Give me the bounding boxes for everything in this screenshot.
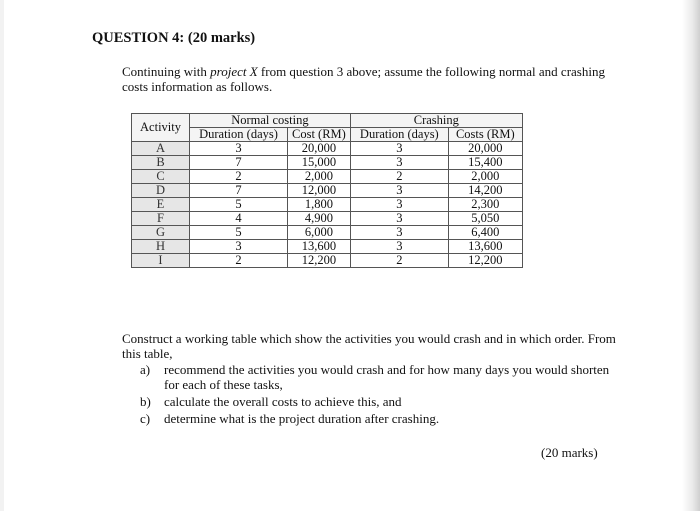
crash-cost-header: Costs (RM) [448,128,522,142]
task-item [140,394,620,409]
task-text: calculate the overall costs to achieve this, and [164,394,402,409]
table-row [132,184,523,198]
activity-cell: D [132,184,190,198]
crash-duration-header: Duration (days) [350,128,448,142]
crash-duration-cell: 2 [350,170,448,184]
normal-duration-cell: 5 [190,226,288,240]
normal-duration-cell: 3 [190,142,288,156]
crash-duration-cell: 3 [350,226,448,240]
normal-cost-cell: 12,000 [288,184,351,198]
task-text: determine what is the project duration after crashing. [164,411,440,426]
page-left-edge [0,0,4,511]
table-row [132,170,523,184]
crash-duration-cell: 3 [350,198,448,212]
crash-cost-cell: 15,400 [448,156,522,170]
table-row [132,142,523,156]
normal-cost-cell: 13,600 [288,240,351,254]
task-letter: c) [140,411,151,426]
activity-header: Activity [132,114,190,142]
activity-cell: H [132,240,190,254]
normal-duration-cell: 2 [190,254,288,268]
table-row [132,240,523,254]
normal-cost-cell: 1,800 [288,198,351,212]
crash-cost-cell: 13,600 [448,240,522,254]
crash-cost-cell: 2,000 [448,170,522,184]
crash-cost-cell: 2,300 [448,198,522,212]
question-heading: QUESTION 4: (20 marks) [92,30,256,46]
table-row [132,254,523,268]
normal-duration-cell: 5 [190,198,288,212]
table-row [132,198,523,212]
crash-duration-cell: 2 [350,254,448,268]
activity-cell: I [132,254,190,268]
task-item [140,362,620,392]
normal-cost-cell: 15,000 [288,156,351,170]
crash-cost-cell: 12,200 [448,254,522,268]
normal-cost-cell: 20,000 [288,142,351,156]
normal-duration-header: Duration (days) [190,128,288,142]
activity-cell: E [132,198,190,212]
activity-cell: A [132,142,190,156]
activity-cell: F [132,212,190,226]
intro-text-end: from question 3 above; assume the following normal and crashing costs information as follows. [122,64,605,94]
table-row [132,226,523,240]
task-letter: a) [140,362,151,377]
crash-cost-cell: 20,000 [448,142,522,156]
normal-duration-cell: 4 [190,212,288,226]
marks-label: (20 marks) [541,445,598,460]
activity-cell: G [132,226,190,240]
task-letter: b) [140,394,151,409]
table-row [132,212,523,226]
task-list [140,362,620,428]
normal-cost-header: Cost (RM) [288,128,351,142]
page-right-edge-shadow [682,0,700,511]
crash-cost-cell: 5,050 [448,212,522,226]
normal-cost-cell: 12,200 [288,254,351,268]
task-text: recommend the activities you would crash and for how many days you would shorten for each of these tasks, [164,362,610,392]
costing-table [131,113,523,268]
activity-cell: C [132,170,190,184]
task-item [140,411,620,426]
crashing-header: Crashing [350,114,522,128]
intro-paragraph [122,64,622,94]
instruction-paragraph: Construct a working table which show the activities you would crash and in which order. From this table, [122,331,616,361]
normal-duration-cell: 7 [190,156,288,170]
costing-table-body [132,142,523,268]
crash-duration-cell: 3 [350,156,448,170]
crash-duration-cell: 3 [350,142,448,156]
normal-costing-header: Normal costing [190,114,351,128]
normal-duration-cell: 3 [190,240,288,254]
activity-cell: B [132,156,190,170]
crash-cost-cell: 14,200 [448,184,522,198]
crash-duration-cell: 3 [350,184,448,198]
crash-duration-cell: 3 [350,212,448,226]
normal-duration-cell: 7 [190,184,288,198]
intro-project-name: project X [210,64,258,79]
table-row [132,156,523,170]
normal-cost-cell: 2,000 [288,170,351,184]
normal-duration-cell: 2 [190,170,288,184]
normal-cost-cell: 4,900 [288,212,351,226]
normal-cost-cell: 6,000 [288,226,351,240]
crash-cost-cell: 6,400 [448,226,522,240]
crash-duration-cell: 3 [350,240,448,254]
intro-text-start: Continuing with [122,64,211,79]
